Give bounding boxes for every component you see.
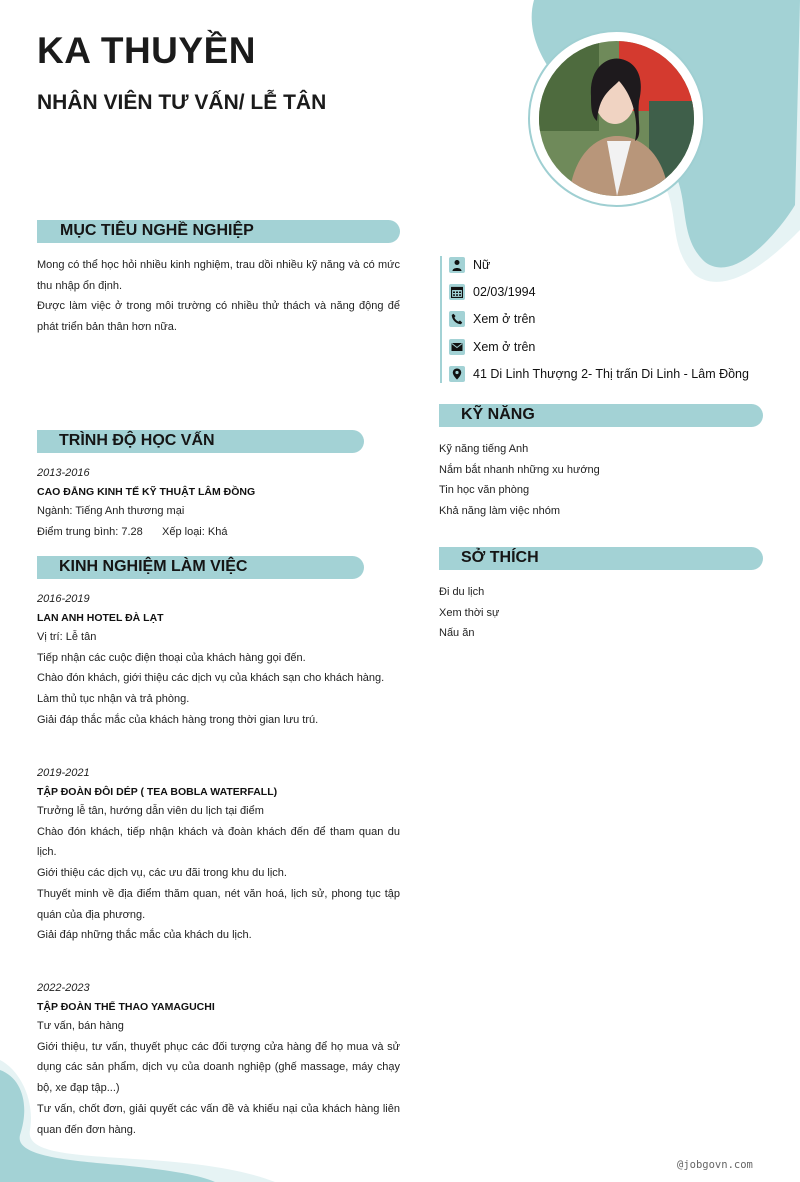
profile-photo bbox=[539, 41, 694, 196]
objective-line: Được làm việc ở trong môi trường có nhiều thử thách và năng động để phát triển bản thân hơn nữa. bbox=[37, 300, 400, 334]
calendar-icon bbox=[449, 284, 465, 300]
job-line: Giải đáp những thắc mắc của khách du lịch. bbox=[37, 929, 252, 942]
job-company: LAN ANH HOTEL ĐÀ LẠT bbox=[37, 612, 164, 624]
mail-icon bbox=[449, 339, 465, 355]
job-line: Trưởng lễ tân, hướng dẫn viên du lịch tại điểm bbox=[37, 805, 264, 817]
job-line: Chào đón khách, tiếp nhận khách và đoàn khách đến để tham quan du lịch. bbox=[37, 825, 400, 859]
job-line: Vị trí: Lễ tân bbox=[37, 631, 97, 643]
hobby-item: Xem thời sự bbox=[439, 606, 500, 619]
education-section-header bbox=[37, 430, 364, 453]
location-pin-icon bbox=[449, 366, 465, 382]
skill-item: Nắm bắt nhanh những xu hướng bbox=[439, 463, 600, 476]
job-period: 2022-2023 bbox=[37, 982, 90, 994]
job-line: Giới thiệu, tư vấn, thuyết phục các đối tượng cửa hàng để họ mua và sử dụng các sản phẩm, dịch vụ của doanh nghiệp (ghế massage, máy chạy bộ, xe đạp tập...) bbox=[37, 1040, 400, 1095]
job-title: NHÂN VIÊN TƯ VẤN/ LỄ TÂN bbox=[37, 91, 327, 114]
objective-section-header bbox=[37, 220, 400, 243]
hobby-item: Nấu ăn bbox=[439, 627, 475, 640]
education-section-title: TRÌNH ĐỘ HỌC VẤN bbox=[59, 432, 215, 449]
job-line: Giải đáp thắc mắc của khách hàng trong thời gian lưu trú. bbox=[37, 713, 319, 726]
candidate-name: KA THUYỀN bbox=[37, 30, 256, 71]
hobbies-list bbox=[439, 582, 499, 644]
contact-phone-text: Xem ở trên bbox=[473, 312, 536, 326]
job-period: 2019-2021 bbox=[37, 767, 90, 779]
job-company: TẬP ĐOÀN ĐÔI DÉP ( TEA BOBLA WATERFALL) bbox=[37, 786, 278, 798]
skill-item: Tin học văn phòng bbox=[439, 484, 530, 497]
contact-accent-bar bbox=[440, 256, 442, 383]
job-line: Tiếp nhận các cuộc điện thoại của khách hàng gọi đến. bbox=[37, 651, 306, 664]
contact-address-text: 41 Di Linh Thượng 2- Thị trấn Di Linh - Lâm Đồng bbox=[473, 367, 749, 381]
objective-section-title: MỤC TIÊU NGHỀ NGHIỆP bbox=[60, 222, 254, 239]
skill-item: Kỹ năng tiếng Anh bbox=[439, 443, 529, 455]
job-description bbox=[37, 627, 400, 731]
objective-text bbox=[37, 255, 400, 338]
job-description bbox=[37, 801, 400, 946]
objective-line: Mong có thể học hỏi nhiều kinh nghiệm, trau dồi nhiều kỹ năng và có mức thu nhập ổn định. bbox=[37, 259, 400, 292]
profile-photo-frame bbox=[528, 30, 705, 207]
job-period: 2016-2019 bbox=[37, 593, 90, 605]
phone-icon bbox=[449, 311, 465, 327]
experience-section-header bbox=[37, 556, 364, 579]
job-line: Tư vấn, chốt đơn, giải quyết các vấn đề và khiếu nại của khách hàng liên quan đến đơn hàng. bbox=[37, 1102, 400, 1136]
education-period: 2013-2016 bbox=[37, 467, 90, 479]
contact-email-text: Xem ở trên bbox=[473, 340, 536, 354]
watermark-text: @jobgovn.com bbox=[677, 1159, 753, 1171]
job-line: Giới thiệu các dịch vụ, các ưu đãi trong khu du lịch. bbox=[37, 867, 287, 880]
job-line: Chào đón khách, giới thiệu các dịch vụ của khách sạn cho khách hàng. bbox=[37, 672, 385, 685]
experience-section-title: KINH NGHIỆM LÀM VIỆC bbox=[59, 558, 248, 575]
skill-item: Khả năng làm việc nhóm bbox=[439, 505, 561, 518]
hobbies-section-header bbox=[439, 547, 763, 570]
contact-gender-text: Nữ bbox=[473, 258, 491, 272]
skills-section-title: KỸ NĂNG bbox=[461, 406, 535, 423]
job-description bbox=[37, 1016, 400, 1140]
education-rank: Xếp loại: Khá bbox=[162, 526, 228, 538]
job-line: Tư vấn, bán hàng bbox=[37, 1020, 124, 1032]
person-icon bbox=[449, 257, 465, 273]
education-major: Ngành: Tiếng Anh thương mại bbox=[37, 505, 185, 517]
education-gpa: Điểm trung bình: 7.28 bbox=[37, 526, 143, 538]
skills-section-header bbox=[439, 404, 763, 427]
hobby-item: Đi du lịch bbox=[439, 586, 485, 598]
skills-list bbox=[439, 439, 600, 522]
job-line: Thuyết minh về địa điểm thăm quan, nét văn hoá, lịch sử, phong tục tập quán của địa phương. bbox=[37, 887, 400, 921]
hobbies-section-title: SỞ THÍCH bbox=[461, 549, 539, 566]
job-company: TẬP ĐOÀN THỂ THAO YAMAGUCHI bbox=[37, 1001, 215, 1013]
education-school: CAO ĐẲNG KINH TẾ KỸ THUẬT LÂM ĐỒNG bbox=[37, 486, 256, 498]
contact-birthday-text: 02/03/1994 bbox=[473, 285, 536, 299]
job-line: Làm thủ tục nhận và trả phòng. bbox=[37, 693, 190, 706]
